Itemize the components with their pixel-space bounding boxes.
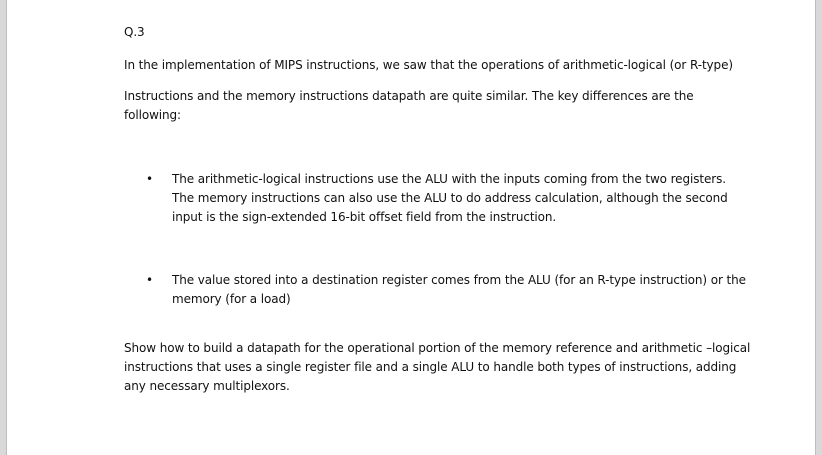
bullet-2-line-2: memory (for a load) — [172, 292, 291, 306]
bullet-1-line-3: input is the sign-extended 16-bit offset field from the instruction. — [172, 210, 557, 224]
closing-line-1: Show how to build a datapath for the operational portion of the memory reference and arithmetic –logical — [124, 341, 751, 355]
closing-line-2: instructions that uses a single register file and a single ALU to handle both types of instructions, adding — [124, 360, 737, 374]
bullet-1-line-2: The memory instructions can also use the ALU to do address calculation, although the second — [172, 191, 728, 205]
intro-line-2: Instructions and the memory instructions datapath are quite similar. The key differences are the — [124, 89, 694, 103]
bullet-1-line-1: The arithmetic-logical instructions use the ALU with the inputs coming from the two registers. — [172, 172, 726, 186]
intro-line-3: following: — [124, 108, 181, 122]
intro-line-1: In the implementation of MIPS instructions, we saw that the operations of arithmetic-logical (or R-type) — [124, 58, 733, 72]
bullet-2-line-1: The value stored into a destination register comes from the ALU (for an R-type instruction) or the — [172, 273, 746, 287]
document-page — [6, 0, 816, 455]
question-label: Q.3 — [124, 25, 145, 39]
closing-line-3: any necessary multiplexors. — [124, 379, 290, 393]
bullet-marker: • — [146, 172, 154, 186]
bullet-marker: • — [146, 273, 154, 287]
